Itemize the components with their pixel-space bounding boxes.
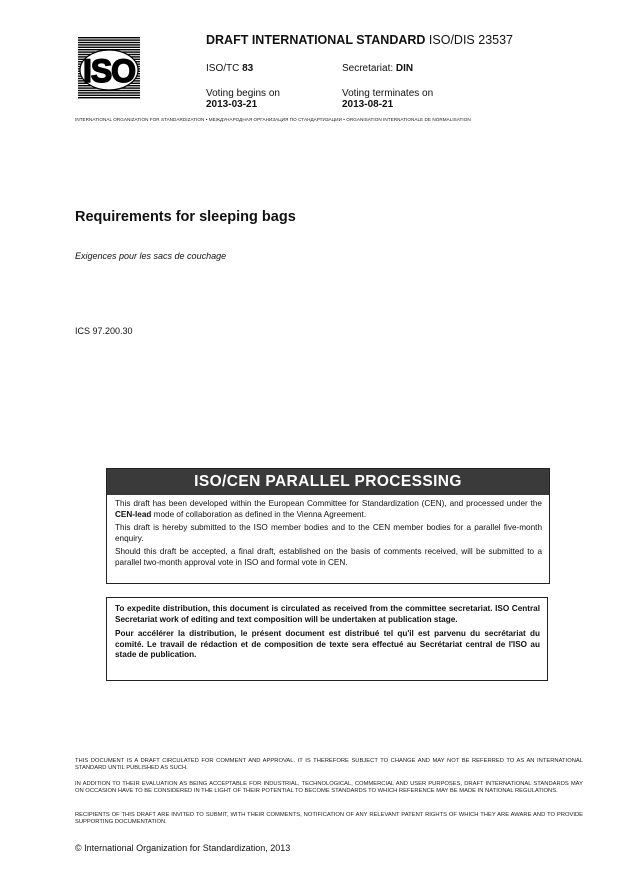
p1-text-after: mode of collaboration as defined in the Vienna Agreement. — [151, 509, 367, 519]
voting-ends-date: 2013-08-21 — [342, 99, 394, 110]
cen-lead-label: CEN-lead — [115, 509, 152, 519]
distribution-notice-box — [106, 597, 548, 681]
committee-prefix: ISO/TC — [206, 63, 240, 74]
document-title: Requirements for sleeping bags — [75, 209, 296, 225]
secretariat-label: Secretariat: — [342, 63, 394, 74]
copyright-notice: © International Organization for Standardization, 2013 — [75, 843, 291, 853]
parallel-processing-box — [106, 468, 550, 584]
iso-logo-graphic — [78, 37, 140, 99]
p1-text-before: This draft has been developed within the European Committee for Standardization (CEN), and processed under the — [115, 499, 542, 508]
organization-line: INTERNATIONAL ORGANIZATION FOR STANDARDIZATION • МЕЖДУНАРОДНАЯ ОРГАНИЗАЦИЯ ПО СТАНДАРТИЗАЦИИ • ORGANISATION INTERNATIONALE DE NORMALISATION — [75, 117, 471, 122]
distribution-notice-en: To expedite distribution, this document is circulated as received from the committee secretariat. ISO Central Secretariat work of editing and text composition will be undertaken at publication stage. — [115, 604, 540, 624]
footer-disclaimer-2: IN ADDITION TO THEIR EVALUATION AS BEING ACCEPTABLE FOR INDUSTRIAL, TECHNOLOGICAL, COMMERCIAL AND USER PURPOSES, DRAFT INTERNATIONAL STANDARDS MAY ON OCCASION HAVE TO BE CONSIDERED IN THE LIGHT OF THEIR POTENTIAL TO BECOME STANDARDS TO WHICH REFERENCE MAY BE MADE IN NATIONAL REGULATIONS. — [75, 781, 583, 795]
voting-begins-date: 2013-03-21 — [206, 99, 258, 110]
draft-standard-label: DRAFT INTERNATIONAL STANDARD — [206, 33, 426, 47]
document-type-heading — [206, 33, 513, 47]
parallel-processing-heading: ISO/CEN PARALLEL PROCESSING — [107, 469, 549, 495]
ics-code: ICS 97.200.30 — [75, 326, 133, 336]
footer-disclaimer-1: THIS DOCUMENT IS A DRAFT CIRCULATED FOR COMMENT AND APPROVAL. IT IS THEREFORE SUBJECT TO CHANGE AND MAY NOT BE REFERRED TO AS AN INTERNATIONAL STANDARD UNTIL PUBLISHED AS SUCH. — [75, 758, 583, 772]
footer-disclaimer-3: RECIPIENTS OF THIS DRAFT ARE INVITED TO SUBMIT, WITH THEIR COMMENTS, NOTIFICATION OF ANY RELEVANT PATENT RIGHTS OF WHICH THEY ARE AWARE AND TO PROVIDE SUPPORTING DOCUMENTATION. — [75, 812, 583, 826]
technical-committee — [206, 63, 253, 74]
iso-logo — [78, 37, 140, 99]
standard-reference: ISO/DIS 23537 — [428, 33, 513, 47]
committee-number: 83 — [242, 63, 254, 74]
voting-ends-label: Voting terminates on — [342, 88, 434, 99]
secretariat — [342, 63, 413, 74]
document-subtitle: Exigences pour les sacs de couchage — [75, 251, 227, 261]
parallel-paragraph-3: Should this draft be accepted, a final draft, established on the basis of comments received, will be submitted to a parallel two-month approval vote in ISO and formal vote in CEN. — [115, 547, 542, 567]
parallel-paragraph-1 — [115, 499, 542, 520]
secretariat-value: DIN — [395, 63, 414, 74]
distribution-notice-fr: Pour accélérer la distribution, le présent document est distribué tel qu'il est parvenu du secrétariat du comité. Le travail de rédaction et de composition de texte sera effectué au Secrétariat central de l'ISO au stade de publication. — [115, 629, 540, 659]
voting-begins-label: Voting begins on — [206, 88, 280, 99]
parallel-paragraph-2: This draft is hereby submitted to the ISO member bodies and to the CEN member bodies for a parallel five-month enquiry. — [115, 523, 542, 543]
svg-text:ISO: ISO — [82, 53, 136, 89]
